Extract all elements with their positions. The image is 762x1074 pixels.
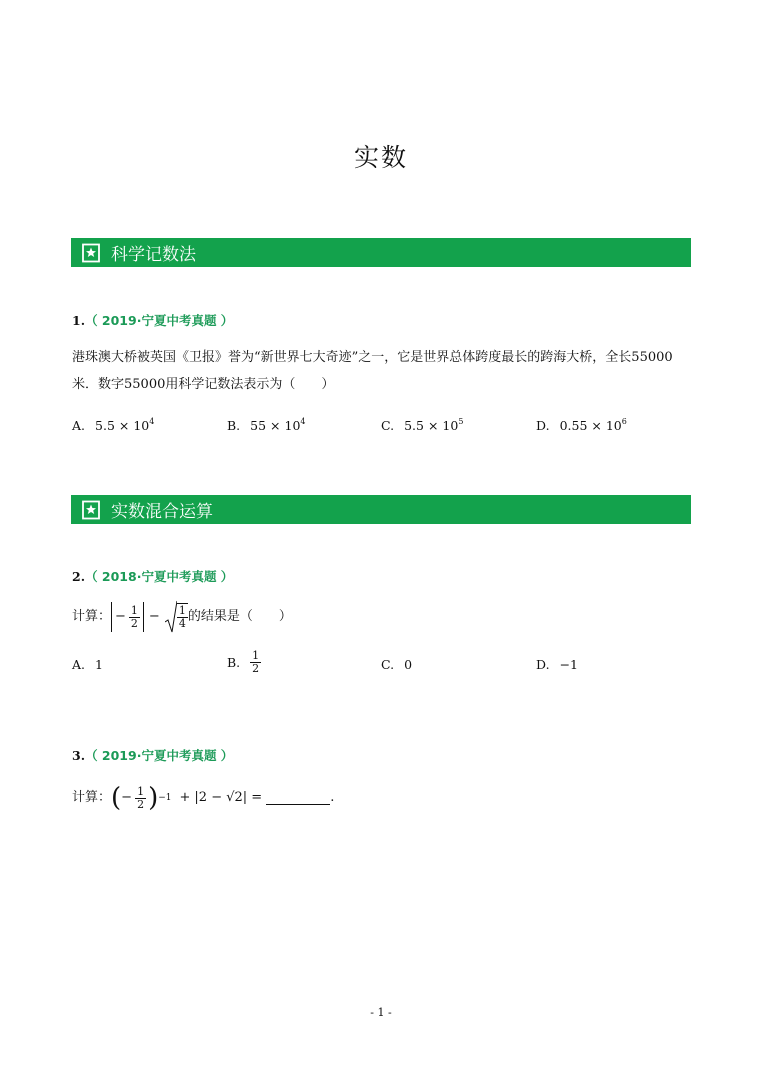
denominator: 2: [252, 662, 260, 675]
question-suffix: 的结果是（ ）: [187, 609, 292, 624]
numerator: 1: [137, 784, 145, 798]
exponent: −1: [158, 793, 172, 803]
question-header-3: [72, 746, 233, 764]
question-number: 1.: [72, 313, 86, 328]
denominator: 2: [137, 797, 145, 811]
option-label: A.: [72, 418, 86, 433]
section-header-scientific-notation: [71, 238, 691, 267]
option-b[interactable]: [227, 417, 306, 433]
math-expression: ( − $\frac{1}{2}$ ) −1 + |2 − √2| = .: [111, 778, 334, 818]
section-title: 科学记数法: [111, 245, 196, 265]
option-label: B.: [227, 655, 241, 670]
fraction: [177, 603, 188, 630]
question-source: （ 2019·宁夏中考真题 ）: [85, 313, 234, 328]
fraction: [135, 786, 146, 811]
option-b[interactable]: [227, 650, 261, 675]
option-label: C.: [381, 418, 395, 433]
option-label: B.: [227, 418, 241, 433]
numerator: 1: [130, 603, 138, 617]
option-exponent: 4: [149, 417, 155, 426]
numerator: 1: [252, 649, 260, 662]
answer-blank[interactable]: [266, 792, 330, 805]
option-a[interactable]: [72, 657, 103, 672]
square-root-icon: [165, 600, 177, 634]
period: .: [330, 790, 335, 805]
question-line: 米．数字55000用科学记数法表示为（ ）: [72, 377, 335, 392]
question-text-3: [72, 778, 692, 818]
question-line: 港珠澳大桥被英国《卫报》誉为“新世界七大奇迹”之一，它是世界总体跨度最长的跨海大桥，全长55000: [72, 350, 673, 365]
option-label: C.: [381, 657, 395, 672]
question-prefix: 计算：: [72, 790, 112, 805]
option-value: 55 × 10: [250, 418, 301, 433]
question-number: 3.: [72, 748, 86, 763]
bookmark-star-icon: [81, 243, 101, 263]
option-c[interactable]: [381, 657, 412, 672]
option-value: 5.5 × 10: [95, 418, 150, 433]
denominator: 4: [178, 616, 186, 630]
page-title: 实数: [353, 143, 408, 172]
denominator: 2: [130, 616, 138, 630]
question-source: （ 2019·宁夏中考真题 ）: [85, 748, 234, 763]
option-a[interactable]: [72, 417, 154, 433]
option-value: 0: [404, 657, 413, 672]
page-number: - 1 -: [370, 1006, 392, 1019]
absolute-value: − $\frac{1}{2}$: [111, 602, 144, 632]
option-d[interactable]: [536, 417, 627, 433]
question-source: （ 2018·宁夏中考真题 ）: [85, 569, 234, 584]
section-header-real-number-operations: [71, 495, 691, 524]
section-title: 实数混合运算: [111, 502, 213, 522]
question-text-1: [72, 344, 692, 398]
math-expression: − $\frac{1}{2}$ − $\frac{1}{4}$: [111, 597, 188, 637]
option-c[interactable]: [381, 417, 463, 433]
option-value: −1: [559, 657, 578, 672]
option-value: 5.5 × 10: [404, 418, 459, 433]
option-label: A.: [72, 657, 86, 672]
bookmark-star-icon: [81, 500, 101, 520]
option-label: D.: [536, 418, 550, 433]
absolute-value-expression: |2 − √2| =: [194, 790, 263, 805]
option-exponent: 4: [300, 417, 306, 426]
option-value: 0.55 × 10: [559, 418, 622, 433]
right-paren: ): [148, 783, 159, 813]
question-number: 2.: [72, 569, 86, 584]
option-exponent: 5: [458, 417, 464, 426]
question-header-2: [72, 567, 233, 585]
question-header-1: [72, 311, 233, 329]
fraction: [129, 605, 140, 630]
option-d[interactable]: [536, 657, 578, 672]
fraction: [250, 650, 261, 675]
question-text-2: [72, 597, 692, 637]
option-value: 1: [95, 657, 103, 672]
option-label: D.: [536, 657, 550, 672]
numerator: 1: [178, 603, 186, 617]
option-exponent: 6: [621, 417, 627, 426]
question-prefix: 计算：: [72, 609, 112, 624]
left-paren: (: [111, 783, 122, 813]
